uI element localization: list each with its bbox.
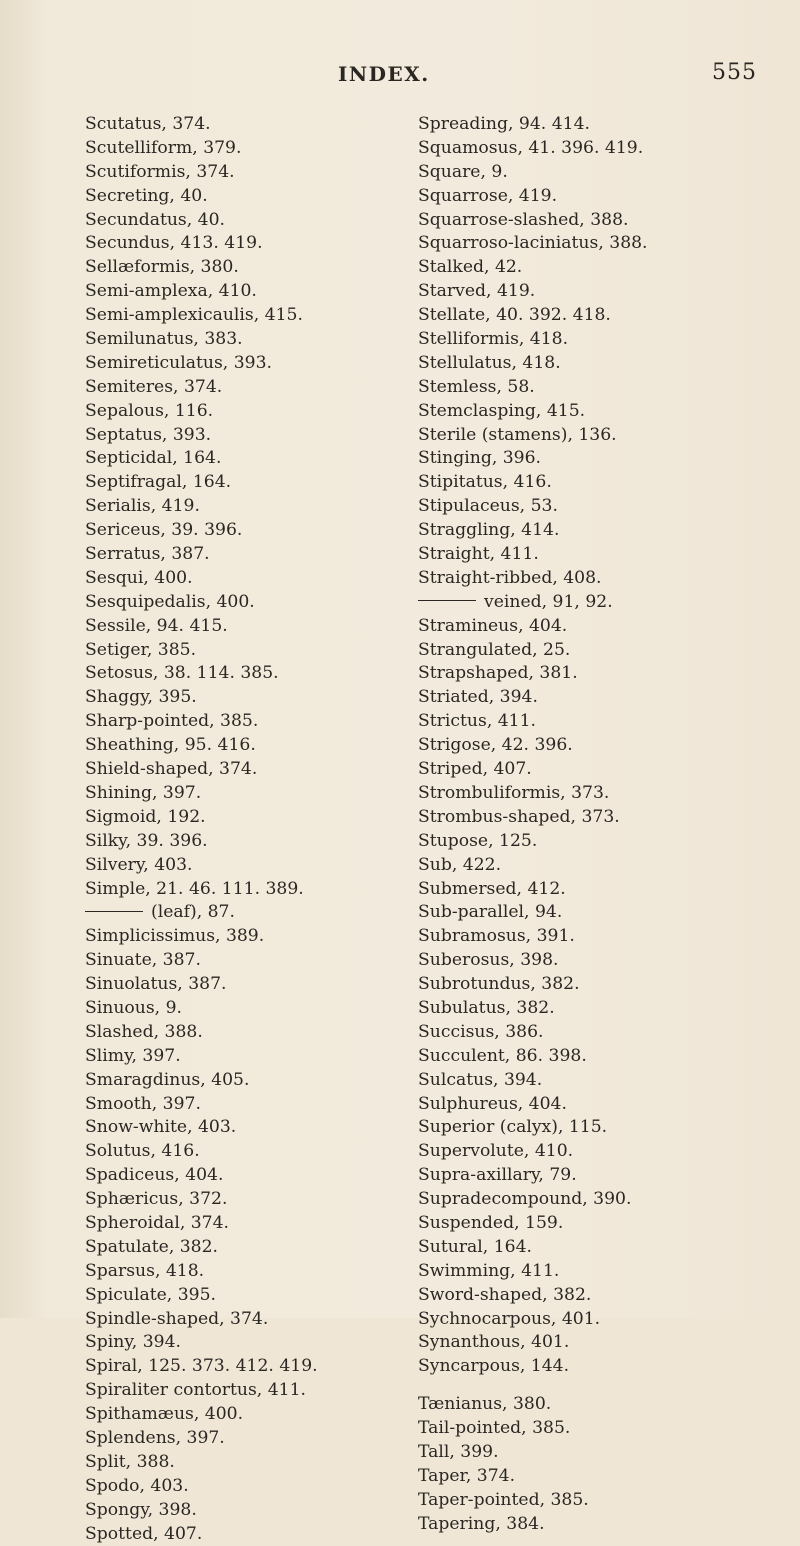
index-entry [418, 519, 788, 543]
index-entry-text: Tænianus, 380. [418, 1394, 552, 1415]
index-entry-text: Sesquipedalis, 400. [85, 591, 255, 612]
index-entry-text: Stramineus, 404. [418, 615, 568, 636]
ditto-dash [418, 600, 476, 601]
index-entry [85, 376, 405, 400]
index-entry-text: Squarroso-laciniatus, 388. [418, 233, 648, 254]
index-entry [418, 376, 788, 400]
index-entry-text: Serialis, 419. [85, 496, 200, 517]
index-entry-text: Subulatus, 382. [418, 997, 555, 1018]
index-entry-text: Sub, 422. [418, 854, 502, 875]
index-entry-text: Silky, 39. 396. [85, 830, 208, 851]
index-entry [418, 830, 788, 854]
index-entry [418, 447, 788, 471]
index-entry-text: Secundus, 413. 419. [85, 233, 263, 254]
index-entry [85, 758, 405, 782]
index-entry-text: Squarrose, 419. [418, 185, 558, 206]
index-entry [418, 256, 788, 280]
index-entry [418, 280, 788, 304]
index-entry-text: Stupose, 125. [418, 830, 538, 851]
index-entry-text: Succulent, 86. 398. [418, 1045, 587, 1066]
index-entry [85, 1164, 405, 1188]
index-entry [85, 1284, 405, 1308]
index-entry [418, 543, 788, 567]
index-entry [418, 1212, 788, 1236]
index-entry-text: Shining, 397. [85, 782, 202, 803]
index-entry [85, 1475, 405, 1499]
index-entry [85, 1403, 405, 1427]
index-entry-text: Suspended, 159. [418, 1212, 564, 1233]
index-entry-text: Splendens, 397. [85, 1427, 225, 1448]
index-entry [418, 1093, 788, 1117]
index-entry [418, 1489, 788, 1513]
index-entry [418, 161, 788, 185]
index-entry [85, 304, 405, 328]
index-entry-text: Tall, 399. [418, 1441, 499, 1462]
index-entry [418, 1164, 788, 1188]
index-entry-text: Secreting, 40. [85, 185, 208, 206]
index-entry-text: Stemless, 58. [418, 376, 535, 397]
index-entry-text: Suberosus, 398. [418, 950, 559, 971]
index-entry [85, 113, 405, 137]
index-entry [85, 1069, 405, 1093]
index-entry [85, 543, 405, 567]
index-entry [418, 1260, 788, 1284]
index-entry-text: Sepalous, 116. [85, 400, 214, 421]
index-entry [418, 1393, 788, 1417]
index-entry [418, 710, 788, 734]
index-entry [418, 662, 788, 686]
index-entry-text: Strigose, 42. 396. [418, 735, 573, 756]
index-entry [418, 1069, 788, 1093]
index-column-left [85, 113, 405, 1546]
index-entry-text: Sulphureus, 404. [418, 1093, 567, 1114]
index-entry-text: Shaggy, 395. [85, 687, 197, 708]
index-entry-text: Sulcatus, 394. [418, 1069, 543, 1090]
index-entry [85, 400, 405, 424]
index-entry [85, 424, 405, 448]
index-entry-text: Supra-axillary, 79. [418, 1165, 577, 1186]
index-entry-text: Sessile, 94. 415. [85, 615, 228, 636]
index-entry [85, 1427, 405, 1451]
index-entry-text: Sub-parallel, 94. [418, 902, 563, 923]
index-entry-text: Sesqui, 400. [85, 567, 193, 588]
index-entry-text: Striped, 407. [418, 759, 532, 780]
index-entry-text: Sutural, 164. [418, 1236, 532, 1257]
index-entry [85, 519, 405, 543]
index-entry-text: Stipitatus, 416. [418, 472, 552, 493]
index-entry-text: Taper-pointed, 385. [418, 1489, 589, 1510]
index-entry-text: Sericeus, 39. 396. [85, 520, 243, 541]
index-entry-text: Stinging, 396. [418, 448, 542, 469]
index-entry [418, 352, 788, 376]
ditto-dash [85, 911, 143, 912]
index-entry [418, 854, 788, 878]
index-entry-text: Subrotundus, 382. [418, 974, 580, 995]
index-entry [418, 591, 788, 615]
index-entry [418, 997, 788, 1021]
index-entry [418, 400, 788, 424]
index-entry-text: Strictus, 411. [418, 711, 537, 732]
index-entry-text: Synanthous, 401. [418, 1332, 570, 1353]
index-entry [418, 734, 788, 758]
index-entry-text: Spreading, 94. 414. [418, 114, 590, 134]
letter-section-gap [418, 1379, 788, 1393]
index-entry-text: Submersed, 412. [418, 878, 566, 899]
index-entry-text: Spotted, 407. [85, 1523, 203, 1544]
index-entry [85, 806, 405, 830]
index-entry-text: Scutelliform, 379. [85, 137, 242, 158]
index-entry-text: Solutus, 416. [85, 1141, 200, 1162]
index-entry [418, 424, 788, 448]
index-entry-text: Starved, 419. [418, 281, 536, 302]
index-entry-text: Swimming, 411. [418, 1260, 560, 1281]
index-entry-text: Setiger, 385. [85, 639, 197, 660]
index-entry-text: Smooth, 397. [85, 1093, 201, 1114]
index-entry [85, 137, 405, 161]
index-entry-text: Tapering, 384. [418, 1513, 545, 1534]
index-entry [85, 878, 405, 902]
index-entry-text: Spongy, 398. [85, 1499, 197, 1520]
index-entry [85, 925, 405, 949]
index-entry [85, 1188, 405, 1212]
index-entry [418, 949, 788, 973]
index-entry-text: Semi-amplexicaulis, 415. [85, 305, 303, 326]
index-entry [85, 567, 405, 591]
index-entry [85, 232, 405, 256]
running-head: INDEX. [338, 62, 430, 86]
index-entry-text: Tail-pointed, 385. [418, 1418, 571, 1439]
index-entry [85, 997, 405, 1021]
index-entry-text: Spiculate, 395. [85, 1284, 216, 1305]
index-entry [418, 901, 788, 925]
index-entry-text: Semiteres, 374. [85, 376, 223, 397]
index-entry-text: Snow-white, 403. [85, 1117, 237, 1138]
index-entry-text: Stipulaceus, 53. [418, 496, 558, 517]
index-entry [85, 495, 405, 519]
index-entry [85, 256, 405, 280]
index-entry-text: Sigmoid, 192. [85, 806, 206, 827]
index-entry-text: Sword-shaped, 382. [418, 1284, 592, 1305]
index-entry-text: Straggling, 414. [418, 520, 560, 541]
index-entry-text: Spithamæus, 400. [85, 1404, 244, 1425]
index-entry-text: Simple, 21. 46. 111. 389. [85, 878, 304, 899]
index-entry-text: Spiral, 125. 373. 412. 419. [85, 1356, 318, 1377]
index-entry-text: Stelliformis, 418. [418, 329, 569, 350]
index-entry-text: Smaragdinus, 405. [85, 1069, 250, 1090]
index-entry [418, 1355, 788, 1379]
index-entry-text: Square, 9. [418, 161, 508, 182]
index-entry [85, 1021, 405, 1045]
page-header [0, 62, 800, 92]
index-entry [85, 1331, 405, 1355]
index-entry-text: Septicidal, 164. [85, 448, 222, 469]
index-entry [418, 925, 788, 949]
index-entry-text: Sinuous, 9. [85, 997, 182, 1018]
index-entry [418, 1441, 788, 1465]
index-entry [85, 710, 405, 734]
index-entry [418, 328, 788, 352]
index-entry [418, 232, 788, 256]
index-entry-text: Scutatus, 374. [85, 114, 211, 134]
index-entry [418, 209, 788, 233]
index-entry-text: Stellulatus, 418. [418, 352, 561, 373]
index-entry-text: Spodo, 403. [85, 1475, 189, 1496]
index-entry-text: Slashed, 388. [85, 1021, 203, 1042]
index-entry [85, 591, 405, 615]
index-entry-text: Sinuolatus, 387. [85, 974, 227, 995]
index-entry-text: Supradecompound, 390. [418, 1189, 632, 1210]
index-entry-text: Subramosus, 391. [418, 926, 575, 947]
index-entry [85, 830, 405, 854]
index-entry [85, 185, 405, 209]
index-entry-text: Semilunatus, 383. [85, 329, 243, 350]
index-entry-text: Spatulate, 382. [85, 1236, 219, 1257]
index-entry-text: Septifragal, 164. [85, 472, 232, 493]
index-entry-text: Septatus, 393. [85, 424, 212, 445]
index-entry-text: Semireticulatus, 393. [85, 352, 272, 373]
index-column-right [418, 113, 788, 1537]
index-entry-text: Serratus, 387. [85, 544, 210, 565]
index-entry [85, 973, 405, 997]
index-entry [85, 734, 405, 758]
index-entry [85, 782, 405, 806]
index-entry-text: Supervolute, 410. [418, 1141, 574, 1162]
index-entry [85, 471, 405, 495]
index-entry [85, 854, 405, 878]
index-entry [85, 1045, 405, 1069]
index-entry-text: Striated, 394. [418, 687, 538, 708]
index-entry [418, 1417, 788, 1441]
index-entry [85, 1260, 405, 1284]
index-entry [85, 1093, 405, 1117]
index-entry-text: Simplicissimus, 389. [85, 926, 265, 947]
index-entry-text: veined, 91, 92. [484, 591, 613, 612]
index-entry [85, 1499, 405, 1523]
index-entry [85, 1116, 405, 1140]
index-entry-text: (leaf), 87. [151, 902, 235, 923]
index-entry-text: Secundatus, 40. [85, 209, 226, 230]
index-entry [418, 1513, 788, 1537]
index-entry-text: Stellate, 40. 392. 418. [418, 305, 611, 326]
index-entry [85, 209, 405, 233]
index-entry-text: Strombus-shaped, 373. [418, 806, 620, 827]
index-entry-text: Setosus, 38. 114. 385. [85, 663, 279, 684]
index-entry [418, 615, 788, 639]
index-entry [418, 1045, 788, 1069]
index-entry [418, 686, 788, 710]
index-entry-text: Syncarpous, 144. [418, 1356, 570, 1377]
index-entry-text: Shield-shaped, 374. [85, 759, 258, 780]
index-entry-text: Sparsus, 418. [85, 1260, 205, 1281]
index-entry [418, 1284, 788, 1308]
index-entry-text: Scutiformis, 374. [85, 161, 235, 182]
index-entry [418, 137, 788, 161]
index-entry [85, 352, 405, 376]
index-entry-text: Spadiceus, 404. [85, 1165, 224, 1186]
index-entry [85, 280, 405, 304]
index-entry-text: Sphæricus, 372. [85, 1189, 228, 1210]
index-entry [85, 1379, 405, 1403]
index-entry-text: Taper, 374. [418, 1465, 516, 1486]
index-entry-text: Squamosus, 41. 396. 419. [418, 137, 644, 158]
index-entry [85, 1140, 405, 1164]
index-entry [85, 1236, 405, 1260]
index-entry-text: Sterile (stamens), 136. [418, 424, 617, 445]
index-entry [418, 185, 788, 209]
index-entry [85, 1451, 405, 1475]
index-entry [85, 1308, 405, 1332]
index-entry [418, 878, 788, 902]
index-entry [418, 782, 788, 806]
index-entry-text: Squarrose-slashed, 388. [418, 209, 629, 230]
index-entry-text: Sharp-pointed, 385. [85, 711, 259, 732]
index-entry [418, 471, 788, 495]
index-entry [418, 1140, 788, 1164]
index-entry-text: Slimy, 397. [85, 1045, 181, 1066]
index-entry-text: Straight-ribbed, 408. [418, 567, 602, 588]
index-entry [85, 328, 405, 352]
index-entry-text: Silvery, 403. [85, 854, 193, 875]
index-entry-text: Stalked, 42. [418, 257, 523, 278]
index-entry [85, 1523, 405, 1546]
index-entry-text: Spheroidal, 374. [85, 1212, 230, 1233]
index-entry-text: Sheathing, 95. 416. [85, 735, 256, 756]
index-entry-text: Spiraliter contortus, 411. [85, 1380, 306, 1401]
index-entry [418, 567, 788, 591]
index-entry-text: Semi-amplexa, 410. [85, 281, 257, 302]
index-entry-text: Strombuliformis, 373. [418, 782, 610, 803]
index-entry [85, 615, 405, 639]
index-entry [85, 686, 405, 710]
index-entry [85, 639, 405, 663]
index-entry [85, 161, 405, 185]
index-entry-text: Superior (calyx), 115. [418, 1117, 608, 1138]
index-entry [418, 758, 788, 782]
index-entry-text: Succisus, 386. [418, 1021, 544, 1042]
index-entry-text: Spiny, 394. [85, 1332, 181, 1353]
index-entry [418, 1308, 788, 1332]
index-entry [418, 304, 788, 328]
index-entry-text: Strangulated, 25. [418, 639, 571, 660]
index-entry-text: Stemclasping, 415. [418, 400, 586, 421]
index-entry [418, 1116, 788, 1140]
index-entry-text: Strapshaped, 381. [418, 663, 578, 684]
index-entry-text: Split, 388. [85, 1451, 175, 1472]
index-entry [85, 1212, 405, 1236]
index-entry-text: Sychnocarpous, 401. [418, 1308, 601, 1329]
index-entry [418, 1331, 788, 1355]
index-entry [418, 1465, 788, 1489]
index-entry [418, 1021, 788, 1045]
index-entry-text: Spindle-shaped, 374. [85, 1308, 269, 1329]
index-entry [85, 1355, 405, 1379]
index-entry [418, 806, 788, 830]
page-number: 555 [712, 60, 757, 85]
index-entry [85, 662, 405, 686]
index-entry [418, 1236, 788, 1260]
index-entry [418, 495, 788, 519]
index-entry [418, 973, 788, 997]
index-entry [418, 1188, 788, 1212]
index-entry [85, 447, 405, 471]
index-entry [85, 949, 405, 973]
index-entry-text: Straight, 411. [418, 544, 539, 565]
index-entry-text: Sellæformis, 380. [85, 257, 239, 278]
index-entry-text: Sinuate, 387. [85, 950, 201, 971]
index-entry [418, 639, 788, 663]
index-entry [85, 901, 405, 925]
index-entry [418, 113, 788, 137]
